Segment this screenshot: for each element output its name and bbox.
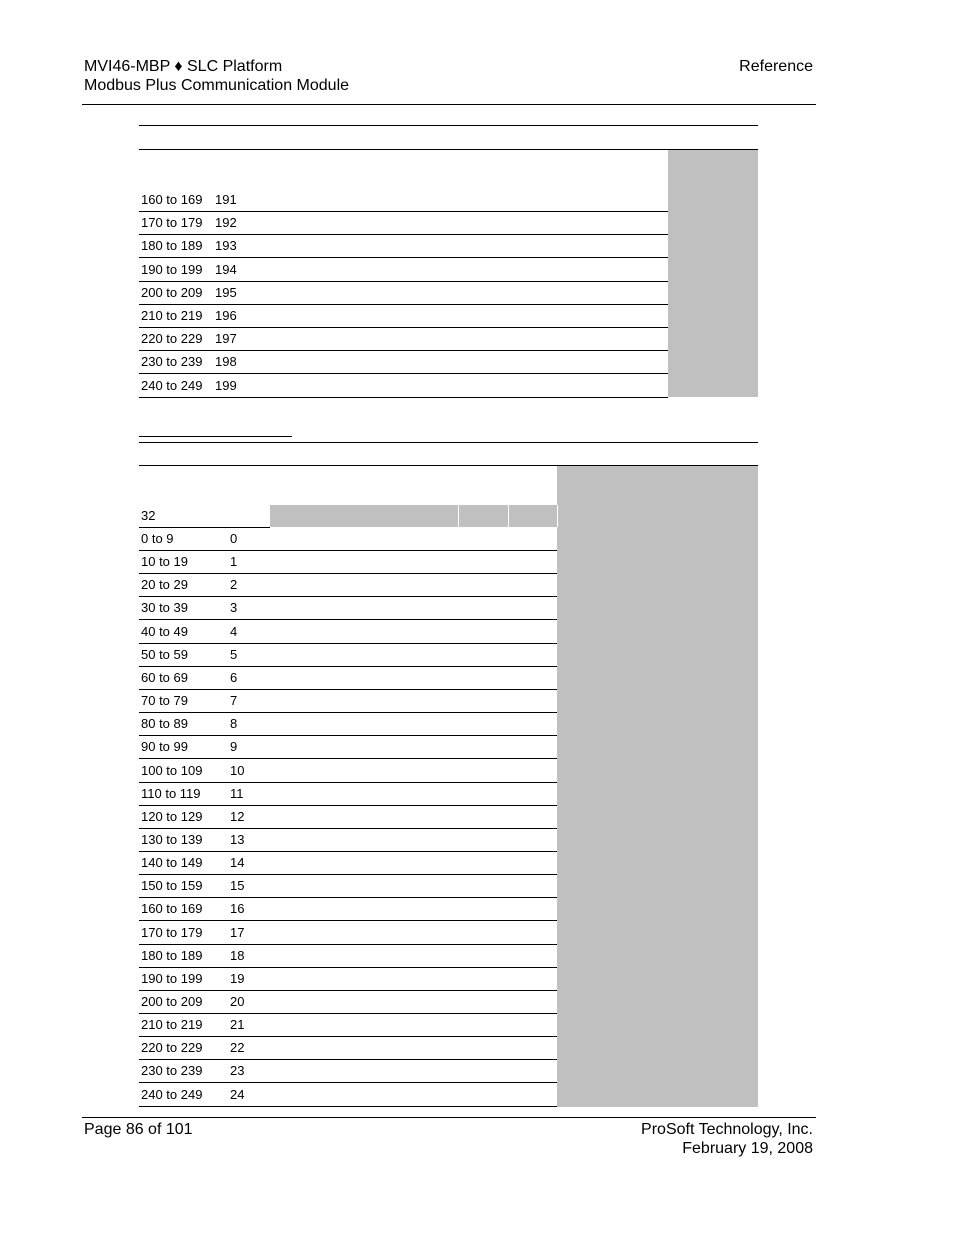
table-row: [139, 189, 758, 212]
value-cell: 3: [230, 600, 238, 616]
table-row: [139, 760, 758, 783]
value-cell: 19: [230, 970, 245, 986]
table-row: [139, 945, 758, 968]
range-cell: 180 to 189: [141, 238, 203, 254]
table-row: [139, 713, 758, 736]
table-2-first-row: [139, 505, 758, 528]
value-cell: 12: [230, 808, 245, 824]
table-row: [139, 328, 758, 351]
table-row: [139, 736, 758, 759]
table-row: [139, 1060, 758, 1083]
value-cell: 196: [215, 308, 237, 323]
page-footer-right: [641, 1120, 813, 1158]
range-cell: 230 to 239: [141, 354, 203, 370]
table-row: [139, 852, 758, 875]
range-cell: 150 to 159: [141, 878, 203, 894]
range-cell: 20 to 29: [141, 577, 188, 593]
table-row: [139, 1037, 758, 1060]
range-cell: 170 to 179: [141, 215, 203, 231]
range-cell: 90 to 99: [141, 739, 188, 755]
cell-divider: [508, 505, 509, 527]
value-cell: 1: [230, 554, 238, 570]
range-cell: 220 to 229: [141, 1040, 203, 1056]
table-row: [139, 305, 758, 328]
value-cell: 17: [230, 924, 245, 940]
table-row: [139, 991, 758, 1014]
table-row: [139, 528, 758, 551]
table-1-top-rule: [139, 125, 758, 126]
value-cell: 197: [215, 331, 237, 347]
table-row: [139, 898, 758, 921]
value-cell: 11: [230, 785, 244, 801]
table-row: [139, 1014, 758, 1037]
table-row: [139, 375, 758, 398]
header-title: MVI46-MBP ♦ SLC Platform: [84, 58, 283, 75]
table-row: [139, 806, 758, 829]
value-cell: 0: [230, 531, 238, 546]
value-cell: 15: [230, 878, 245, 894]
publication-date: February 19, 2008: [682, 1140, 813, 1157]
table-row: [139, 644, 758, 667]
table-row: [139, 968, 758, 991]
table-1: [139, 125, 758, 397]
value-cell: 198: [215, 354, 237, 370]
range-cell: 80 to 89: [141, 716, 188, 732]
header-subtitle: Modbus Plus Communication Module: [84, 77, 350, 94]
cell-divider: [557, 505, 558, 527]
value-cell: 18: [230, 947, 245, 963]
value-cell: 193: [215, 238, 237, 254]
value-cell: 23: [230, 1063, 245, 1079]
value-cell: 13: [230, 831, 245, 847]
table-row: [139, 690, 758, 713]
range-cell: 240 to 249: [141, 1086, 203, 1102]
page-number: Page 86 of 101: [84, 1121, 193, 1138]
header-section: Reference: [739, 58, 813, 75]
value-cell: 9: [230, 739, 238, 755]
table-row: [139, 922, 758, 945]
value-cell: 195: [215, 284, 237, 300]
range-cell: 10 to 19: [141, 554, 188, 570]
range-cell: 130 to 139: [141, 831, 203, 847]
value-cell: 191: [215, 192, 237, 207]
range-cell: 180 to 189: [141, 947, 203, 963]
first-row-label: 32: [141, 508, 156, 523]
table-row: [139, 597, 758, 620]
value-cell: 22: [230, 1040, 245, 1056]
value-cell: 24: [230, 1086, 245, 1102]
range-cell: 200 to 209: [141, 994, 203, 1009]
range-cell: 220 to 229: [141, 331, 203, 347]
table-row: [139, 259, 758, 282]
range-cell: 160 to 169: [141, 192, 203, 207]
range-cell: 40 to 49: [141, 623, 188, 639]
footer-rule: [82, 1117, 816, 1118]
first-row-shaded-cells: [270, 505, 558, 527]
range-cell: 140 to 149: [141, 855, 203, 871]
range-cell: 240 to 249: [141, 377, 203, 393]
range-cell: 210 to 219: [141, 1017, 203, 1033]
range-cell: 100 to 109: [141, 762, 203, 778]
value-cell: 4: [230, 623, 238, 639]
header-rule: [82, 104, 816, 105]
table-row: [139, 875, 758, 898]
range-cell: 0 to 9: [141, 531, 174, 546]
range-cell: 170 to 179: [141, 924, 203, 940]
range-cell: 30 to 39: [141, 600, 188, 616]
value-cell: 6: [230, 669, 238, 685]
row-rule: [139, 1106, 557, 1107]
value-cell: 7: [230, 693, 238, 709]
table-row: [139, 783, 758, 806]
table-row: [139, 667, 758, 690]
company-name: ProSoft Technology, Inc.: [641, 1121, 813, 1138]
range-cell: 200 to 209: [141, 284, 203, 300]
table-row: [139, 574, 758, 597]
table-row: [139, 212, 758, 235]
table-row: [139, 1084, 758, 1107]
value-cell: 192: [215, 215, 237, 231]
range-cell: 60 to 69: [141, 669, 188, 685]
value-cell: 21: [230, 1017, 245, 1033]
value-cell: 194: [215, 261, 237, 277]
range-cell: 190 to 199: [141, 970, 203, 986]
value-cell: 2: [230, 577, 238, 593]
range-cell: 50 to 59: [141, 646, 188, 662]
value-cell: 10: [230, 762, 245, 778]
table-row: [139, 351, 758, 374]
table-2: [139, 442, 758, 1107]
table-row: [139, 829, 758, 852]
page-header-left: [84, 57, 349, 95]
cell-divider: [458, 505, 459, 527]
range-cell: 160 to 169: [141, 901, 203, 917]
range-cell: 70 to 79: [141, 693, 188, 709]
table-row: [139, 621, 758, 644]
table-row: [139, 235, 758, 258]
range-cell: 190 to 199: [141, 261, 203, 277]
value-cell: 14: [230, 855, 245, 871]
table-row: [139, 282, 758, 305]
table-row: [139, 551, 758, 574]
value-cell: 20: [230, 994, 245, 1009]
value-cell: 5: [230, 646, 238, 662]
table-1-header-rule: [139, 149, 758, 150]
value-cell: 199: [215, 377, 237, 393]
section-underline: [139, 436, 292, 437]
table-2-top-rule: [139, 442, 758, 443]
range-cell: 210 to 219: [141, 308, 203, 323]
value-cell: 16: [230, 901, 245, 917]
range-cell: 230 to 239: [141, 1063, 203, 1079]
range-cell: 120 to 129: [141, 808, 203, 824]
value-cell: 8: [230, 716, 238, 732]
range-cell: 110 to 119: [141, 785, 201, 801]
row-rule: [139, 397, 668, 398]
